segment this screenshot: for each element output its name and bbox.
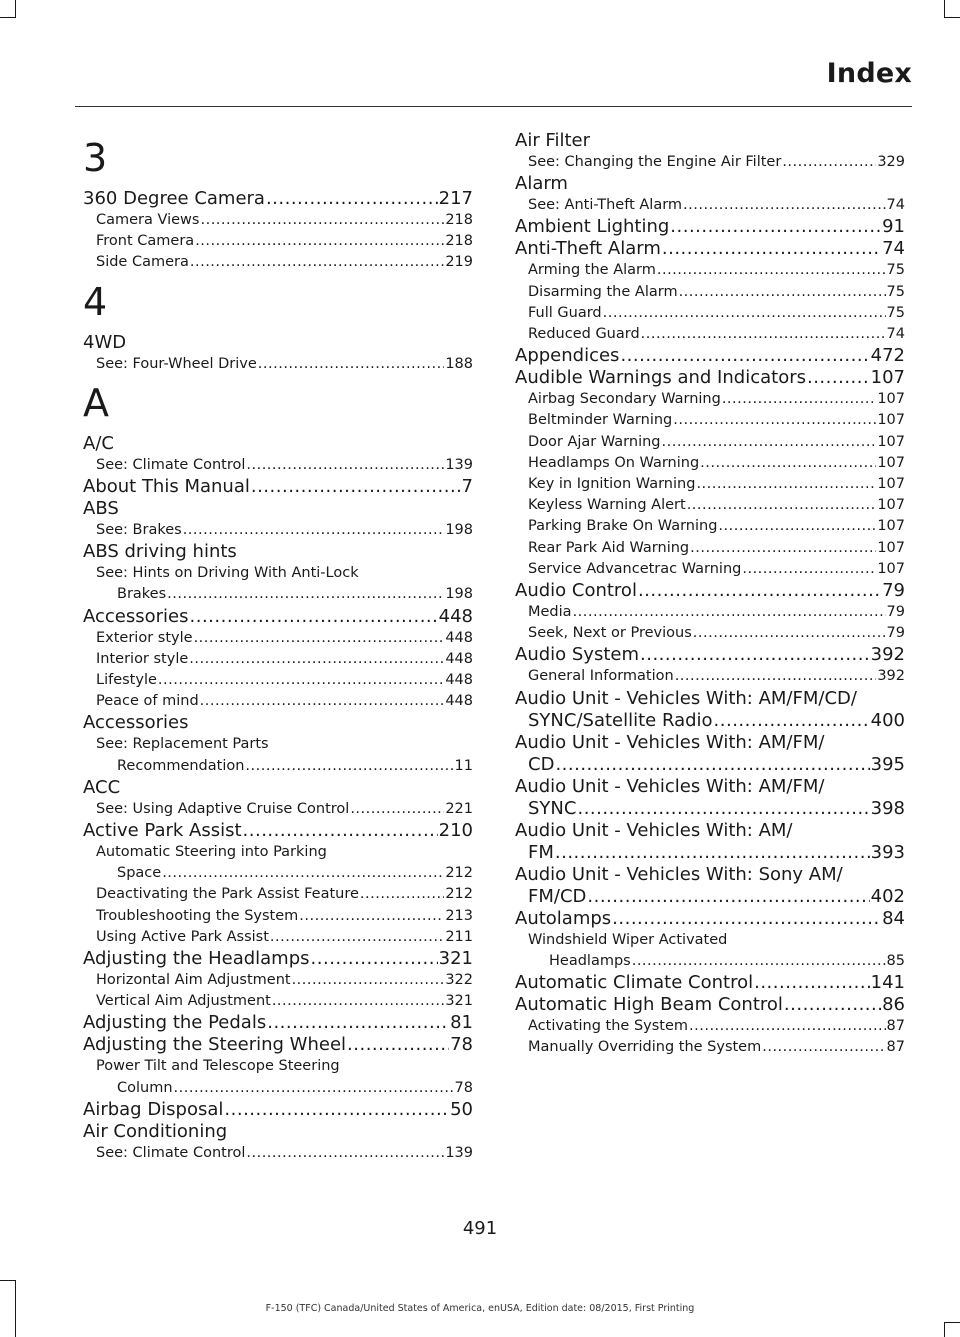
index-subentry[interactable] — [83, 906, 473, 927]
entry-page-number: 87 — [886, 1039, 905, 1056]
dot-leader — [347, 1034, 449, 1056]
index-subentry[interactable] — [515, 282, 905, 303]
entry-label: Disarming the Alarm — [528, 283, 678, 300]
dot-leader — [183, 520, 445, 541]
entry-label: CD — [528, 753, 555, 775]
dot-leader — [189, 649, 444, 670]
index-subentry[interactable] — [515, 1037, 905, 1058]
entry-label: Automatic High Beam Control — [515, 994, 783, 1016]
index-heading: Audio Unit - Vehicles With: Sony AM/ — [515, 863, 843, 885]
page-number: 491 — [462, 1218, 498, 1239]
index-subentry[interactable] — [83, 231, 473, 252]
index-subentry: Power Tilt and Telescope Steering — [96, 1058, 340, 1075]
entry-page-number: 400 — [870, 709, 905, 731]
dot-leader — [555, 842, 870, 864]
entry-page-number: 448 — [445, 629, 473, 646]
entry-page-number: 392 — [877, 668, 905, 685]
entry-page-number: 402 — [870, 885, 905, 907]
entry-label: Adjusting the Headlamps — [83, 948, 310, 970]
dot-leader — [687, 495, 877, 516]
entry-label: Vertical Aim Adjustment — [96, 993, 271, 1010]
index-subentry: Windshield Wiper Activated — [528, 931, 728, 948]
index-subentry: See: Hints on Driving With Anti-Lock — [96, 565, 359, 582]
entry-label: 360 Degree Camera — [83, 188, 265, 209]
index-entry[interactable] — [83, 1099, 473, 1121]
index-entry[interactable] — [515, 994, 905, 1016]
entry-page-number: 221 — [445, 800, 473, 817]
index-entry[interactable] — [83, 948, 473, 970]
index-subentry[interactable] — [515, 474, 905, 495]
dot-leader — [742, 559, 876, 580]
entry-page-number: 87 — [886, 1018, 905, 1035]
entry-page-number: 107 — [877, 391, 905, 408]
index-entry[interactable] — [83, 1034, 473, 1056]
entry-label: Space — [117, 865, 162, 882]
entry-label: Seek, Next or Previous — [528, 625, 692, 642]
entry-label: Media — [528, 604, 572, 621]
entry-page-number: 219 — [445, 254, 473, 271]
dot-leader — [784, 994, 881, 1016]
index-subentry[interactable] — [83, 252, 473, 273]
entry-label: Brakes — [117, 586, 167, 603]
index-subentry[interactable] — [83, 970, 473, 991]
entry-label: Beltminder Warning — [528, 412, 673, 429]
entry-page-number: 211 — [445, 928, 473, 945]
entry-label: See: Changing the Engine Air Filter — [528, 154, 782, 170]
index-heading: Audio Unit - Vehicles With: AM/FM/ — [515, 731, 825, 753]
entry-label: FM — [528, 841, 554, 863]
entry-label: Ambient Lighting — [515, 216, 670, 238]
entry-page-number: 107 — [870, 367, 905, 389]
crop-mark-bottom-right-horizontal — [944, 1322, 960, 1323]
entry-page-number: 139 — [445, 1144, 473, 1161]
dot-leader — [690, 538, 876, 559]
footer-edition-text: F-150 (TFC) Canada/United States of America, enUSA, Edition date: 08/2015, First Printing — [265, 1303, 695, 1314]
index-subentry: Automatic Steering into Parking — [96, 844, 327, 861]
entry-page-number: 321 — [438, 948, 473, 970]
dot-leader — [292, 970, 445, 991]
index-subentry[interactable] — [83, 354, 473, 375]
index-subentry[interactable] — [515, 324, 905, 345]
index-subentry[interactable] — [515, 516, 905, 537]
index-entry[interactable] — [83, 188, 473, 210]
index-heading: ABS driving hints — [83, 541, 237, 563]
entry-page-number: 107 — [877, 412, 905, 429]
index-subentry[interactable] — [515, 453, 905, 474]
index-entry[interactable] — [515, 972, 905, 994]
dot-leader — [246, 455, 444, 476]
entry-page-number: 78 — [454, 1079, 473, 1096]
entry-page-number: 107 — [877, 454, 905, 471]
entry-label: See: Climate Control — [96, 1144, 246, 1161]
dot-leader — [190, 606, 438, 628]
entry-label: SYNC — [528, 797, 577, 819]
index-heading: A/C — [83, 432, 114, 454]
entry-page-number: 141 — [870, 972, 905, 994]
entry-page-number: 74 — [886, 326, 905, 343]
dot-leader — [762, 1037, 885, 1058]
index-subentry[interactable] — [83, 927, 473, 948]
entry-page-number: 84 — [882, 907, 905, 929]
dot-leader — [190, 252, 444, 273]
entry-page-number: 7 — [461, 476, 473, 498]
section-letter: A — [83, 380, 109, 425]
entry-page-number: 395 — [870, 753, 905, 775]
dot-leader — [360, 884, 444, 905]
index-subentry[interactable] — [515, 195, 905, 216]
index-column-left — [83, 130, 473, 1164]
dot-leader — [620, 345, 869, 367]
index-subentry[interactable] — [515, 303, 905, 324]
index-heading: Air Filter — [515, 130, 591, 151]
index-subentry[interactable] — [83, 691, 473, 712]
page-title: Index — [826, 58, 912, 89]
index-entry-continuation[interactable] — [515, 754, 905, 776]
index-column-right — [515, 130, 905, 1058]
index-entry[interactable] — [515, 644, 905, 666]
entry-label: Column — [117, 1079, 173, 1096]
index-subentry[interactable] — [515, 623, 905, 644]
index-entry[interactable] — [83, 606, 473, 628]
dot-leader — [266, 188, 438, 210]
dot-leader — [272, 991, 444, 1012]
entry-page-number: 107 — [877, 476, 905, 493]
index-heading: Alarm — [515, 173, 568, 195]
entry-label: Reduced Guard — [528, 326, 640, 343]
entry-page-number: 75 — [886, 262, 905, 279]
index-heading: ABS — [83, 498, 119, 520]
dot-leader — [714, 710, 870, 732]
entry-page-number: 74 — [882, 238, 905, 260]
index-subentry[interactable] — [83, 1143, 473, 1164]
index-entry[interactable] — [515, 367, 905, 389]
entry-page-number: 398 — [870, 797, 905, 819]
entry-page-number: 212 — [445, 865, 473, 882]
entry-page-number: 79 — [882, 580, 905, 602]
dot-leader — [689, 1016, 886, 1037]
entry-label: Active Park Assist — [83, 820, 242, 842]
dot-leader — [158, 670, 444, 691]
dot-leader — [782, 152, 876, 173]
crop-mark-bottom-left-horizontal — [0, 1280, 16, 1281]
dot-leader — [246, 1143, 444, 1164]
dot-leader — [693, 623, 886, 644]
index-subentry[interactable] — [83, 210, 473, 231]
index-subentry[interactable] — [515, 1016, 905, 1037]
entry-page-number: 107 — [877, 433, 905, 450]
dot-leader — [270, 927, 444, 948]
entry-page-number: 75 — [886, 304, 905, 321]
entry-label: Camera Views — [96, 212, 200, 228]
index-subentry-continuation[interactable] — [83, 1078, 473, 1099]
index-entry-continuation[interactable] — [515, 886, 905, 908]
index-heading: Audio Unit - Vehicles With: AM/FM/CD/ — [515, 687, 857, 709]
index-entry[interactable] — [515, 580, 905, 602]
dot-leader — [224, 1099, 449, 1121]
entry-label: Using Active Park Assist — [96, 928, 269, 945]
index-heading: 4WD — [83, 331, 127, 353]
index-subentry[interactable] — [83, 799, 473, 820]
dot-leader — [162, 863, 444, 884]
index-heading: Air Conditioning — [83, 1120, 228, 1142]
index-subentry[interactable] — [515, 389, 905, 410]
dot-leader — [167, 584, 444, 605]
entry-label: Manually Overriding the System — [528, 1039, 762, 1056]
entry-page-number: 50 — [450, 1098, 473, 1120]
dot-leader — [243, 820, 438, 842]
entry-page-number: 212 — [445, 886, 473, 903]
dot-leader — [603, 303, 886, 324]
entry-page-number: 213 — [445, 907, 473, 924]
entry-label: Anti-Theft Alarm — [515, 238, 661, 260]
entry-page-number: 79 — [886, 604, 905, 621]
entry-label: Audible Warnings and Indicators — [515, 367, 806, 389]
dot-leader — [174, 1078, 454, 1099]
dot-leader — [311, 948, 438, 970]
crop-mark-bottom-right-vertical — [944, 1322, 945, 1337]
entry-page-number: 78 — [450, 1034, 473, 1056]
dot-leader — [754, 972, 870, 994]
entry-page-number: 329 — [877, 154, 905, 170]
dot-leader — [807, 367, 870, 389]
index-subentry-continuation[interactable] — [83, 584, 473, 605]
entry-label: See: Climate Control — [96, 456, 246, 473]
entry-label: Keyless Warning Alert — [528, 497, 686, 514]
entry-page-number: 188 — [445, 355, 473, 372]
dot-leader — [640, 644, 870, 666]
entry-label: Activating the System — [528, 1018, 689, 1035]
entry-label: Headlamps On Warning — [528, 454, 700, 471]
section-letter: 4 — [83, 279, 108, 324]
index-entry-continuation[interactable] — [515, 710, 905, 732]
index-entry[interactable] — [515, 908, 905, 930]
entry-page-number: 198 — [445, 522, 473, 539]
index-subentry[interactable] — [83, 455, 473, 476]
entry-label: Peace of mind — [96, 693, 199, 710]
entry-label: SYNC/Satellite Radio — [528, 709, 713, 731]
index-subentry[interactable] — [83, 991, 473, 1012]
index-entry[interactable] — [515, 216, 905, 238]
entry-label: Accessories — [83, 605, 189, 627]
index-subentry[interactable] — [83, 670, 473, 691]
index-entry[interactable] — [515, 345, 905, 367]
index-subentry-continuation[interactable] — [83, 863, 473, 884]
entry-label: Front Camera — [96, 233, 195, 250]
entry-label: Troubleshooting the System — [96, 907, 299, 924]
entry-page-number: 86 — [882, 994, 905, 1016]
entry-page-number: 79 — [886, 625, 905, 642]
dot-leader — [696, 474, 876, 495]
entry-label: Side Camera — [96, 254, 189, 271]
entry-page-number: 448 — [445, 693, 473, 710]
entry-label: Interior style — [96, 650, 189, 667]
entry-page-number: 322 — [445, 972, 473, 989]
dot-leader — [251, 476, 461, 498]
entry-label: See: Using Adaptive Cruise Control — [96, 800, 350, 817]
crop-mark-top-right-horizontal — [944, 17, 960, 18]
dot-leader — [612, 908, 881, 930]
dot-leader — [641, 324, 886, 345]
entry-page-number: 11 — [454, 757, 473, 774]
entry-label: Parking Brake On Warning — [528, 518, 718, 535]
entry-page-number: 198 — [445, 586, 473, 603]
dot-leader — [657, 260, 886, 281]
dot-leader — [200, 210, 444, 231]
entry-page-number: 321 — [445, 993, 473, 1010]
dot-leader — [350, 799, 444, 820]
entry-label: See: Brakes — [96, 522, 182, 539]
entry-page-number: 91 — [882, 216, 905, 238]
index-entry[interactable] — [83, 476, 473, 498]
entry-label: Rear Park Aid Warning — [528, 539, 690, 556]
index-subentry[interactable] — [515, 538, 905, 559]
entry-page-number: 139 — [445, 456, 473, 473]
entry-label: Arming the Alarm — [528, 262, 656, 279]
entry-label: Exterior style — [96, 629, 193, 646]
crop-mark-top-right-vertical — [944, 0, 945, 18]
index-entry[interactable] — [83, 1012, 473, 1034]
dot-leader — [638, 580, 881, 602]
dot-leader — [670, 216, 881, 238]
index-subentry[interactable] — [83, 884, 473, 905]
index-subentry[interactable] — [515, 260, 905, 281]
entry-page-number: 448 — [445, 672, 473, 689]
index-subentry[interactable] — [83, 649, 473, 670]
entry-page-number: 74 — [886, 197, 905, 214]
entry-page-number: 472 — [870, 345, 905, 367]
index-subentry[interactable] — [515, 602, 905, 623]
index-subentry-continuation[interactable] — [83, 756, 473, 777]
entry-label: FM/CD — [528, 885, 587, 907]
crop-mark-top-left-horizontal — [0, 17, 16, 18]
entry-page-number: 448 — [438, 605, 473, 627]
entry-label: Service Advancetrac Warning — [528, 560, 742, 577]
index-heading: Accessories — [83, 712, 189, 734]
dot-leader — [662, 238, 881, 260]
index-heading: ACC — [83, 776, 121, 798]
entry-page-number: 107 — [877, 539, 905, 556]
entry-label: Recommendation — [117, 757, 245, 774]
entry-label: Door Ajar Warning — [528, 433, 661, 450]
index-subentry[interactable] — [515, 410, 905, 431]
dot-leader — [267, 1012, 449, 1034]
entry-page-number: 85 — [886, 952, 905, 969]
index-entry-continuation[interactable] — [515, 798, 905, 820]
entry-label: Key in Ignition Warning — [528, 476, 696, 493]
dot-leader — [200, 691, 445, 712]
index-entry-continuation[interactable] — [515, 842, 905, 864]
entry-page-number: 217 — [438, 188, 473, 209]
entry-page-number: 210 — [438, 820, 473, 842]
index-subentry[interactable] — [83, 628, 473, 649]
entry-page-number: 107 — [877, 497, 905, 514]
entry-page-number: 448 — [445, 650, 473, 667]
index-subentry[interactable] — [515, 432, 905, 453]
entry-label: See: Anti-Theft Alarm — [528, 197, 683, 214]
entry-label: About This Manual — [83, 476, 250, 498]
dot-leader — [299, 906, 444, 927]
entry-label: Lifestyle — [96, 672, 157, 689]
index-subentry[interactable] — [83, 520, 473, 541]
entry-label: Adjusting the Steering Wheel — [83, 1034, 347, 1056]
index-entry[interactable] — [83, 820, 473, 842]
index-heading: Audio Unit - Vehicles With: AM/ — [515, 819, 793, 841]
crop-mark-top-left-vertical — [15, 0, 16, 18]
entry-label: General Information — [528, 668, 674, 685]
index-subentry: See: Replacement Parts — [96, 736, 269, 753]
dot-leader — [722, 389, 876, 410]
entry-page-number: 75 — [886, 283, 905, 300]
dot-leader — [662, 432, 877, 453]
dot-leader — [194, 628, 445, 649]
entry-label: Autolamps — [515, 907, 612, 929]
entry-page-number: 107 — [877, 518, 905, 535]
entry-label: Deactivating the Park Assist Feature — [96, 886, 359, 903]
dot-leader — [245, 756, 453, 777]
entry-page-number: 81 — [450, 1012, 473, 1034]
entry-page-number: 218 — [445, 212, 473, 228]
index-subentry[interactable] — [515, 495, 905, 516]
entry-label: Appendices — [515, 345, 620, 367]
dot-leader — [555, 754, 869, 776]
dot-leader — [573, 602, 886, 623]
index-subentry[interactable] — [515, 152, 905, 173]
entry-page-number: 107 — [877, 560, 905, 577]
entry-label: Horizontal Aim Adjustment — [96, 972, 291, 989]
section-letter: 3 — [83, 136, 108, 180]
entry-label: Full Guard — [528, 304, 602, 321]
dot-leader — [673, 410, 876, 431]
entry-page-number: 392 — [870, 644, 905, 666]
entry-label: Adjusting the Pedals — [83, 1012, 267, 1034]
index-heading: Audio Unit - Vehicles With: AM/FM/ — [515, 775, 825, 797]
entry-label: See: Four-Wheel Drive — [96, 355, 257, 372]
dot-leader — [683, 195, 886, 216]
dot-leader — [700, 453, 876, 474]
entry-page-number: 218 — [445, 233, 473, 250]
dot-leader — [258, 354, 445, 375]
dot-leader — [577, 798, 869, 820]
dot-leader — [675, 666, 877, 687]
dot-leader — [587, 886, 869, 908]
entry-label: Automatic Climate Control — [515, 972, 754, 994]
entry-page-number: 393 — [870, 841, 905, 863]
dot-leader — [632, 951, 886, 972]
index-entry[interactable] — [515, 238, 905, 260]
title-rule — [75, 106, 912, 107]
dot-leader — [718, 516, 876, 537]
entry-label: Audio Control — [515, 580, 637, 602]
index-subentry[interactable] — [515, 666, 905, 687]
dot-leader — [195, 231, 444, 252]
entry-label: Audio System — [515, 644, 640, 666]
dot-leader — [679, 282, 886, 303]
entry-label: Airbag Secondary Warning — [528, 391, 721, 408]
index-subentry[interactable] — [515, 559, 905, 580]
entry-label: Headlamps — [549, 952, 631, 969]
index-subentry-continuation[interactable] — [515, 951, 905, 972]
entry-label: Airbag Disposal — [83, 1098, 224, 1120]
